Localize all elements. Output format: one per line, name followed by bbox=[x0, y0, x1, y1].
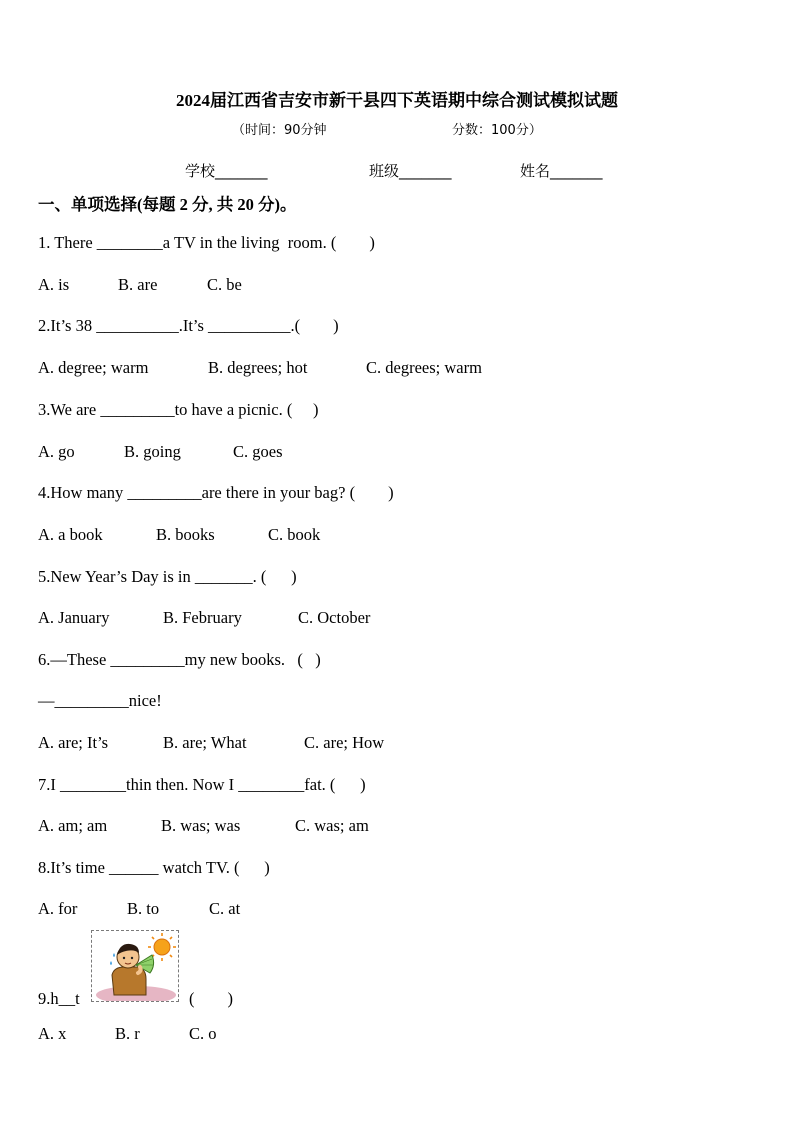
q1-option-a: A. is bbox=[38, 275, 70, 294]
q5-option-c: C. October bbox=[298, 608, 371, 627]
q7-option-c: C. was; am bbox=[295, 816, 369, 835]
q9-option-a: A. x bbox=[38, 1024, 67, 1043]
school-field: 学校_______ bbox=[185, 162, 268, 180]
exam-time: （时间：90分钟 bbox=[232, 123, 327, 138]
question-4: 4.How many _________are there in your bag? ( ) bbox=[38, 483, 394, 502]
q5-option-a: A. January bbox=[38, 608, 110, 627]
q6-option-c: C. are; How bbox=[304, 733, 385, 752]
question-9: 9.h__t bbox=[38, 989, 80, 1008]
q4-option-c: C. book bbox=[268, 525, 321, 544]
question-7: 7.I ________thin then. Now I ________fat. ( ) bbox=[38, 775, 366, 794]
q4-option-b: B. books bbox=[156, 525, 215, 544]
q1-option-c: C. be bbox=[207, 275, 242, 294]
name-field: 姓名_______ bbox=[520, 162, 603, 180]
q9-option-b: B. r bbox=[115, 1024, 140, 1043]
section-heading: 一、单项选择(每题 2 分, 共 20 分)。 bbox=[38, 195, 297, 214]
q7-option-a: A. am; am bbox=[38, 816, 108, 835]
exam-score: 分数：100分） bbox=[452, 123, 542, 138]
question-9-answer-blank: ( ) bbox=[189, 989, 233, 1008]
q6-option-b: B. are; What bbox=[163, 733, 247, 752]
question-8: 8.It’s time ______ watch TV. ( ) bbox=[38, 858, 270, 877]
q2-option-a: A. degree; warm bbox=[38, 358, 149, 377]
q3-option-a: A. go bbox=[38, 442, 75, 461]
q4-option-a: A. a book bbox=[38, 525, 103, 544]
page-title: 2024届江西省吉安市新干县四下英语期中综合测试模拟试题 bbox=[176, 91, 618, 110]
hot-weather-picture bbox=[91, 930, 179, 1002]
question-5: 5.New Year’s Day is in _______. ( ) bbox=[38, 567, 297, 586]
question-1: 1. There ________a TV in the living room. ( ) bbox=[38, 233, 375, 252]
q8-option-a: A. for bbox=[38, 899, 78, 918]
q2-option-b: B. degrees; hot bbox=[208, 358, 308, 377]
q9-option-c: C. o bbox=[189, 1024, 217, 1043]
q3-option-b: B. going bbox=[124, 442, 181, 461]
q2-option-c: C. degrees; warm bbox=[366, 358, 482, 377]
q7-option-b: B. was; was bbox=[161, 816, 241, 835]
q5-option-b: B. February bbox=[163, 608, 242, 627]
class-field: 班级_______ bbox=[369, 162, 452, 180]
q6-option-a: A. are; It’s bbox=[38, 733, 109, 752]
question-6: 6.—These _________my new books. ( ) bbox=[38, 650, 321, 669]
q8-option-b: B. to bbox=[127, 899, 160, 918]
question-6-response: —_________nice! bbox=[38, 691, 162, 710]
q1-option-b: B. are bbox=[118, 275, 158, 294]
question-2: 2.It’s 38 __________.It’s __________.( ) bbox=[38, 316, 339, 335]
q3-option-c: C. goes bbox=[233, 442, 283, 461]
question-3: 3.We are _________to have a picnic. ( ) bbox=[38, 400, 319, 419]
q8-option-c: C. at bbox=[209, 899, 241, 918]
